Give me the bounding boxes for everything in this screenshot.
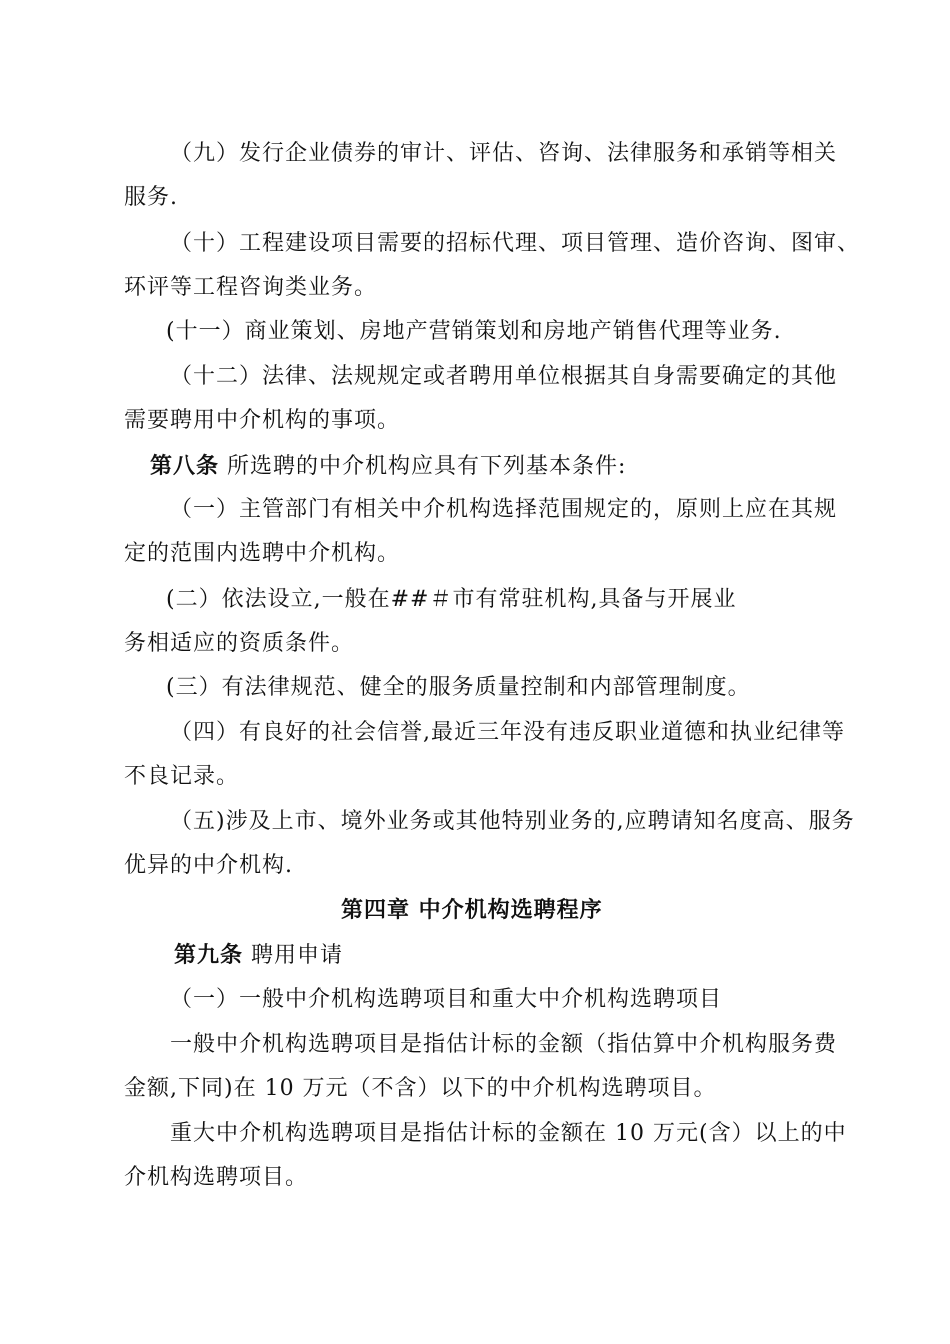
article-9-label: 第九条 bbox=[174, 942, 244, 968]
item-12-line1: （十二）法律、法规规定或者聘用单位根据其自身需要确定的其他 bbox=[170, 364, 838, 389]
item-9-line2: 服务. bbox=[124, 185, 178, 210]
article-9-para2-line1: 重大中介机构选聘项目是指估计标的金额在 10 万元(含）以上的中 bbox=[170, 1121, 847, 1146]
article-9-sub1: （一）一般中介机构选聘项目和重大中介机构选聘项目 bbox=[170, 987, 723, 1012]
condition-2-line2: 务相适应的资质条件。 bbox=[124, 631, 355, 656]
condition-1-line1: （一）主管部门有相关中介机构选择范围规定的，原则上应在其规 bbox=[170, 497, 838, 522]
article-9-para1-line2: 金额,下同)在 10 万元（不含）以下的中介机构选聘项目。 bbox=[124, 1076, 717, 1101]
item-10-line1: （十）工程建设项目需要的招标代理、项目管理、造价咨询、图审、 bbox=[170, 231, 861, 256]
article-9-text: 聘用申请 bbox=[251, 943, 344, 968]
article-8-label: 第八条 bbox=[150, 453, 220, 479]
condition-3-line1: (三）有法律规范、健全的服务质量控制和内部管理制度。 bbox=[166, 675, 751, 700]
condition-2-line1: (二）依法设立,一般在##＃市有常驻机构,具备与开展业 bbox=[166, 587, 737, 612]
article-9-para1-line1: 一般中介机构选聘项目是指估计标的金额（指估算中介机构服务费 bbox=[170, 1032, 838, 1057]
condition-5-line2: 优异的中介机构. bbox=[124, 853, 293, 878]
condition-4-line1: （四）有良好的社会信誉,最近三年没有违反职业道德和执业纪律等 bbox=[170, 720, 845, 745]
condition-4-line2: 不良记录。 bbox=[124, 764, 240, 789]
article-9-para2-line2: 介机构选聘项目。 bbox=[124, 1165, 309, 1190]
condition-1-line2: 定的范围内选聘中介机构。 bbox=[124, 541, 401, 566]
item-11-line1: (十一）商业策划、房地产营销策划和房地产销售代理等业务. bbox=[166, 319, 782, 344]
item-10-line2: 环评等工程咨询类业务。 bbox=[124, 275, 378, 300]
item-12-line2: 需要聘用中介机构的事项。 bbox=[124, 408, 401, 433]
article-8-line bbox=[150, 451, 626, 482]
article-8-text: 所选聘的中介机构应具有下列基本条件: bbox=[227, 454, 627, 479]
item-9-line1: （九）发行企业债券的审计、评估、咨询、法律服务和承销等相关 bbox=[170, 141, 838, 166]
condition-5-line1: （五)涉及上市、境外业务或其他特别业务的,应聘请知名度高、服务 bbox=[170, 809, 855, 834]
article-9-line bbox=[174, 940, 343, 971]
chapter-4-title: 第四章 中介机构选聘程序 bbox=[341, 898, 603, 923]
